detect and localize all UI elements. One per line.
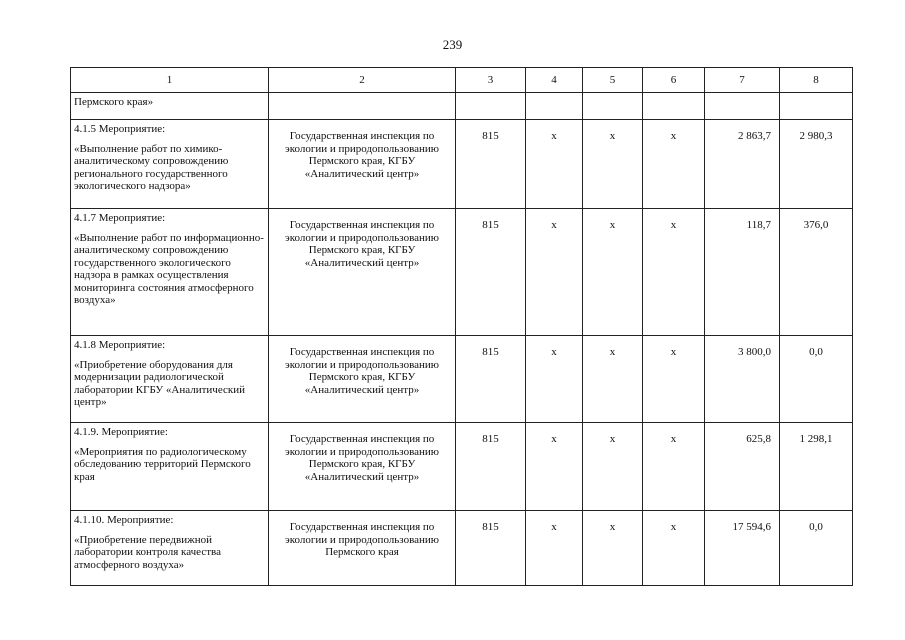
table-row (71, 423, 853, 511)
measure-description: «Приобретение оборудования для модернизации радиологической лаборатории КГБУ «Аналитический центр» (74, 358, 245, 408)
measure-title: 4.1.7 Мероприятие: (74, 212, 166, 224)
col6-cell: х (643, 336, 705, 423)
measure-cell (71, 209, 269, 336)
continuation-row (71, 93, 853, 120)
col5-cell: х (583, 423, 643, 511)
amount-col8-cell: 0,0 (780, 336, 853, 423)
header-col-2: 2 (269, 68, 456, 93)
measure-cell (71, 511, 269, 586)
amount-col8-cell: 0,0 (780, 511, 853, 586)
col4-cell: х (526, 209, 583, 336)
empty-cell (583, 93, 643, 120)
measures-table (70, 67, 853, 586)
table-row (71, 120, 853, 209)
executor-cell: Государственная инспекция по экологии и природопользованию Пермского края (269, 511, 456, 586)
measure-description: «Мероприятия по радиологическому обследованию территорий Пермского края (74, 445, 251, 483)
measure-title: 4.1.8 Мероприятие: (74, 339, 166, 351)
amount-col7-cell: 118,7 (705, 209, 780, 336)
empty-cell (780, 93, 853, 120)
header-col-1: 1 (71, 68, 269, 93)
header-col-7: 7 (705, 68, 780, 93)
empty-cell (269, 93, 456, 120)
measure-title: 4.1.10. Мероприятие: (74, 514, 174, 526)
col5-cell: х (583, 209, 643, 336)
empty-cell (705, 93, 780, 120)
header-col-3: 3 (456, 68, 526, 93)
amount-col7-cell: 3 800,0 (705, 336, 780, 423)
code-cell: 815 (456, 511, 526, 586)
amount-col7-cell: 17 594,6 (705, 511, 780, 586)
header-col-6: 6 (643, 68, 705, 93)
page-number: 239 (442, 37, 463, 52)
code-cell: 815 (456, 120, 526, 209)
measure-title: 4.1.5 Мероприятие: (74, 123, 166, 135)
executor-cell: Государственная инспекция по экологии и природопользованию Пермского края, КГБУ «Аналитический центр» (269, 336, 456, 423)
col4-cell: х (526, 120, 583, 209)
measure-title: 4.1.9. Мероприятие: (74, 426, 168, 438)
col5-cell: х (583, 120, 643, 209)
amount-col7-cell: 625,8 (705, 423, 780, 511)
amount-col8-cell: 2 980,3 (780, 120, 853, 209)
code-cell: 815 (456, 336, 526, 423)
table-row (71, 209, 853, 336)
measure-description: «Выполнение работ по информационно-аналитическому сопровождению государственного экологического надзора в рамках осуществления мониторинга состояния атмосферного воздуха» (74, 231, 264, 306)
col6-cell: х (643, 120, 705, 209)
code-cell: 815 (456, 423, 526, 511)
col4-cell: х (526, 336, 583, 423)
continuation-text: Пермского края» (71, 93, 269, 120)
empty-cell (643, 93, 705, 120)
executor-cell: Государственная инспекция по экологии и природопользованию Пермского края, КГБУ «Аналитический центр» (269, 209, 456, 336)
amount-col8-cell: 376,0 (780, 209, 853, 336)
header-col-5: 5 (583, 68, 643, 93)
col4-cell: х (526, 511, 583, 586)
col6-cell: х (643, 511, 705, 586)
col4-cell: х (526, 423, 583, 511)
header-col-8: 8 (780, 68, 853, 93)
empty-cell (456, 93, 526, 120)
empty-cell (526, 93, 583, 120)
executor-cell: Государственная инспекция по экологии и природопользованию Пермского края, КГБУ «Аналитический центр» (269, 120, 456, 209)
measure-cell (71, 336, 269, 423)
measure-cell (71, 120, 269, 209)
executor-cell: Государственная инспекция по экологии и природопользованию Пермского края, КГБУ «Аналитический центр» (269, 423, 456, 511)
col6-cell: х (643, 209, 705, 336)
header-row (71, 68, 853, 93)
amount-col8-cell: 1 298,1 (780, 423, 853, 511)
table-row (71, 336, 853, 423)
code-cell: 815 (456, 209, 526, 336)
header-col-4: 4 (526, 68, 583, 93)
col5-cell: х (583, 511, 643, 586)
measure-description: «Приобретение передвижной лаборатории контроля качества атмосферного воздуха» (74, 533, 221, 571)
amount-col7-cell: 2 863,7 (705, 120, 780, 209)
col6-cell: х (643, 423, 705, 511)
col5-cell: х (583, 336, 643, 423)
measure-description: «Выполнение работ по химико-аналитическому сопровождению регионального государственного экологического надзора» (74, 142, 229, 192)
table-row (71, 511, 853, 586)
measure-cell (71, 423, 269, 511)
